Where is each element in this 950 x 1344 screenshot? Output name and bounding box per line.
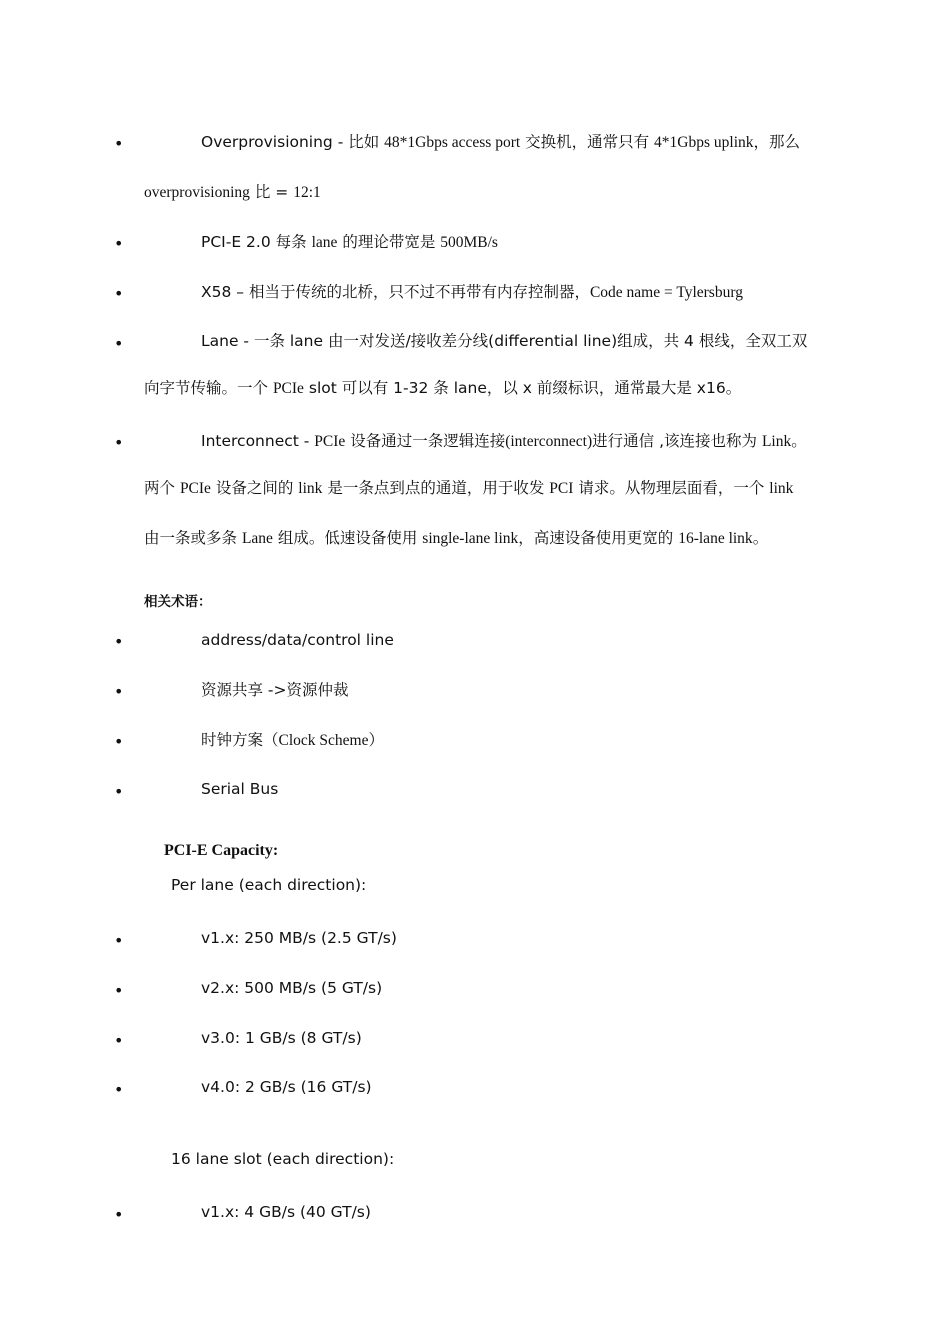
list-bullet: •	[114, 433, 124, 452]
list-bullet: •	[114, 234, 124, 253]
subheading-per-lane: Per lane (each direction):	[171, 876, 367, 894]
list-bullet: •	[114, 931, 124, 950]
list-bullet: •	[114, 782, 124, 801]
subheading-16-lane-slot: 16 lane slot (each direction):	[171, 1150, 395, 1168]
list-item-text: 时钟方案（Clock Scheme）	[201, 731, 384, 749]
list-bullet: •	[114, 1031, 124, 1050]
list-item-text: PCI-E 2.0 每条 lane 的理论带宽是 500MB/s	[201, 233, 498, 251]
list-bullet: •	[114, 1080, 124, 1099]
list-bullet: •	[114, 334, 124, 353]
list-bullet: •	[114, 732, 124, 751]
list-item-text-continued: 两个 PCIe 设备之间的 link 是一条点到点的通道，用于收发 PCI 请求。从物理层面看，一个 link	[144, 479, 794, 497]
list-item-text: v1.x: 4 GB/s (40 GT/s)	[201, 1203, 371, 1221]
list-item-text: Overprovisioning - 比如 48*1Gbps access port 交换机，通常只有 4*1Gbps uplink，那么	[201, 133, 801, 151]
list-item-text: v3.0: 1 GB/s (8 GT/s)	[201, 1029, 362, 1047]
list-item-text: 资源共享 ->资源仲裁	[201, 681, 349, 699]
list-bullet: •	[114, 682, 124, 701]
list-bullet: •	[114, 632, 124, 651]
list-item-text-continued: 由一条或多条 Lane 组成。低速设备使用 single-lane link，高速设备使用更宽的 16-lane link。	[144, 529, 769, 547]
list-item-text: Serial Bus	[201, 780, 279, 798]
list-bullet: •	[114, 134, 124, 153]
list-bullet: •	[114, 284, 124, 303]
list-bullet: •	[114, 981, 124, 1000]
list-item-text: address/data/control line	[201, 631, 394, 649]
list-item-text: v1.x: 250 MB/s (2.5 GT/s)	[201, 929, 397, 947]
list-item-text: Lane - 一条 lane 由一对发送/接收差分线(differential line)组成，共 4 根线，全双工双	[201, 332, 808, 350]
section-heading-capacity: PCI-E Capacity:	[164, 842, 279, 859]
list-item-text: X58 – 相当于传统的北桥，只不过不再带有内存控制器，Code name = Tylersburg	[201, 283, 743, 301]
section-heading-related-terms: 相关术语：	[144, 594, 212, 610]
list-item-text-continued: overprovisioning 比 = 12:1	[144, 183, 321, 201]
list-item-text-continued: 向字节传输。一个 PCIe slot 可以有 1-32 条 lane，以 x 前缀标识，通常最大是 x16。	[144, 379, 742, 397]
list-item-text: v2.x: 500 MB/s (5 GT/s)	[201, 979, 383, 997]
list-bullet: •	[114, 1205, 124, 1224]
list-item-text: v4.0: 2 GB/s (16 GT/s)	[201, 1078, 372, 1096]
list-item-text: Interconnect - PCIe 设备通过一条逻辑连接(interconnect)进行通信 ,该连接也称为 Link。	[201, 432, 807, 450]
